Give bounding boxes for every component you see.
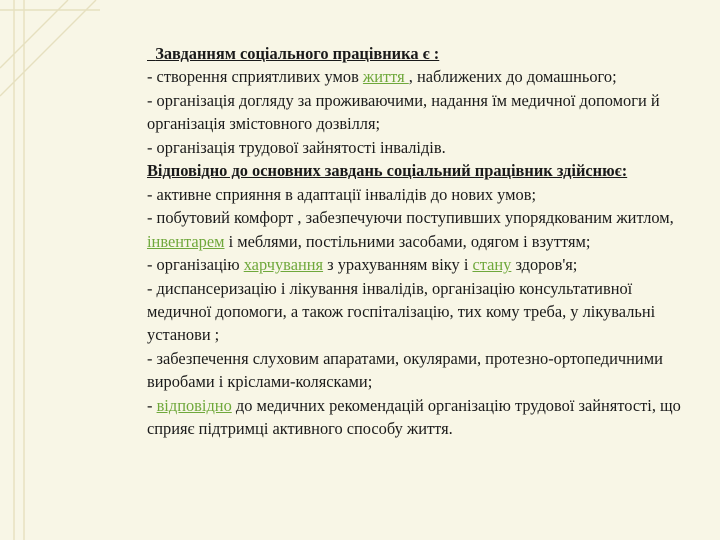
item-text: - організацію (147, 255, 244, 275)
link-kharchuvannia[interactable]: харчування (243, 255, 324, 275)
list-item: - забезпечення слуховим апаратами, окулярами, протезно-ортопедичними виробами і кріслами-колясками; (147, 348, 663, 392)
heading-duties-text: Відповідно до основних завдань соціальний працівник здійснює: (147, 161, 628, 181)
link-vidpovidno[interactable]: відповідно (156, 395, 232, 415)
item-text: здоров'я; (511, 255, 578, 275)
list-item: - активне сприяння в адаптації інвалідів до нових умов; (147, 184, 536, 204)
list-item: - організація трудової зайнятості інвалідів. (147, 137, 446, 157)
list-item (147, 206, 687, 253)
heading-tasks (147, 42, 687, 65)
slide-text-block (147, 42, 687, 441)
heading-tasks-underline (147, 44, 439, 63)
heading-tasks-text: Завданням соціального працівника є : (155, 44, 440, 63)
link-zhyttia[interactable]: життя (362, 67, 409, 87)
item-text: - створення сприятливих умов (147, 67, 363, 87)
item-text: - побутовий комфорт , забезпечуючи поступивших упорядкованим житлом, (147, 208, 674, 228)
heading-duties (147, 159, 687, 182)
item-text: - (147, 395, 157, 415)
list-item (147, 65, 687, 88)
item-text: і меблями, постільними засобами, одягом і взуттям; (224, 231, 591, 251)
decorative-corner-lines (0, 0, 120, 540)
item-text: до медичних рекомендацій організацію трудової зайнятості, що сприяє підтримці активного способу життя. (147, 395, 681, 439)
list-item (147, 253, 687, 276)
link-stan[interactable]: стану (472, 255, 512, 275)
list-item (147, 394, 687, 441)
list-item: - диспансеризацію і лікування інвалідів, організацію консультативної медичної допомоги, а також госпіталізацію, тих кому треба, у лікувальні установи ; (147, 278, 656, 345)
item-text: , наближених до домашнього; (408, 67, 617, 87)
heading-tasks-lead (147, 44, 155, 63)
list-item: - організація догляду за проживаючими, надання їм медичної допомоги й організація змістовного дозвілля; (147, 90, 660, 134)
link-inventar[interactable]: інвентарем (147, 231, 225, 251)
item-text: з урахуванням віку і (323, 255, 473, 275)
